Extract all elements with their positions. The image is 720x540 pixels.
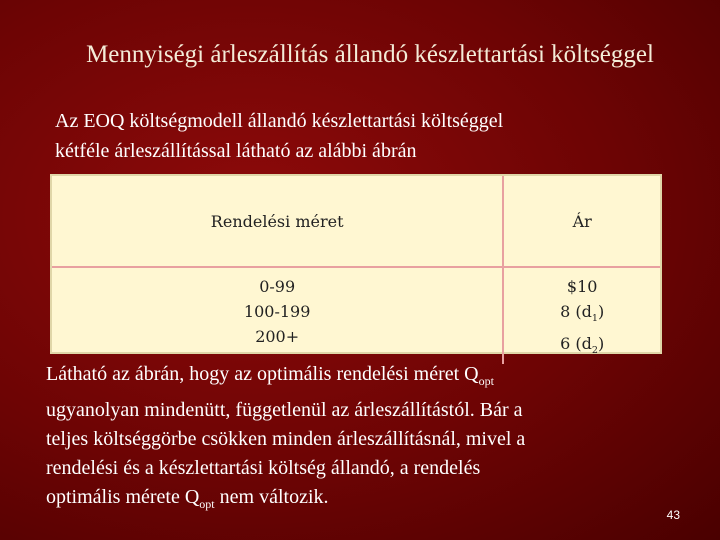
order-size-column	[52, 267, 503, 364]
body-line-2: ugyanolyan mindenütt, függetlenül az árleszállítástól. Bár a	[46, 399, 523, 421]
order-size-cell: 100-199	[243, 302, 311, 321]
slide-title: Mennyiségi árleszállítás állandó készlettartási költséggel	[86, 41, 654, 68]
header-price: Ár	[503, 176, 660, 267]
explanation-text	[46, 360, 666, 519]
body-line-5: optimális mérete $Q_{opt}$ nem változik.	[46, 486, 329, 511]
body-line-4: rendelési és a készlettartási költség állandó, a rendelés	[46, 457, 481, 479]
page-number: 43	[666, 508, 680, 522]
body-line-1: Látható az ábrán, hogy az optimális rendelési méret $Q_{opt}$	[46, 363, 494, 388]
price-column	[503, 267, 660, 364]
header-order-size: Rendelési méret	[52, 176, 503, 267]
order-size-cell: 0-99	[259, 277, 296, 296]
intro-line-1: Az EOQ költségmodell állandó készlettartási költséggel	[55, 110, 504, 132]
order-size-cell: 200+	[255, 327, 300, 346]
price-cell: $10	[566, 277, 598, 296]
body-line-3: teljes költséggörbe csökken minden árleszállításnál, mivel a	[46, 428, 526, 450]
intro-line-2: kétféle árleszállítással látható az alábbi ábrán	[55, 140, 417, 162]
intro-text	[55, 106, 675, 166]
price-cell: 8 $(d_1)$	[560, 302, 605, 325]
price-cell: 6 $(d_2)$	[560, 334, 605, 357]
price-table	[50, 174, 662, 357]
